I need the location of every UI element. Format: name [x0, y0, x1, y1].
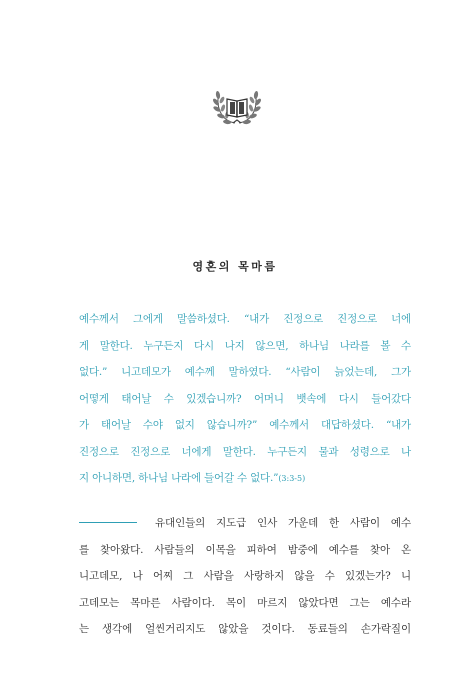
scripture-line: 어떻게 태어날 수 있겠습니까? 어머니 뱃속에 다시 들어갔다	[79, 392, 411, 405]
fill-in-blank	[79, 521, 137, 523]
scripture-passage	[79, 306, 411, 493]
scripture-last-line	[79, 465, 411, 493]
body-line: 를 찾아왔다. 사람들의 이목을 피하여 밤중에 예수를 찾아 온	[79, 543, 411, 556]
scripture-line: 게 말한다. 누구든지 다시 나지 않으면, 하나님 나라를 볼 수	[79, 339, 411, 352]
scripture-line: 가 태어날 수야 없지 않습니까?” 예수께서 대답하셨다. “내가	[79, 419, 411, 431]
body-line: 니고데모, 나 어찌 그 사람을 사랑하지 않을 수 있겠는가? 니	[79, 570, 411, 582]
body-line: 는 생각에 얼씬거리지도 않았을 것이다. 동료들의 손가락질이	[79, 623, 411, 635]
chapter-title: 영혼의 목마름	[192, 260, 278, 273]
laurel-book-icon	[213, 83, 261, 127]
body-line-text: 유대인들의 지도급 인사 가운데 한 사람이 예수	[155, 517, 411, 529]
scripture-reference: (3:3-5)	[278, 474, 306, 483]
body-line: 고데모는 목마른 사람이다. 목이 마르지 않았다면 그는 예수라	[79, 596, 411, 609]
body-line	[79, 510, 411, 537]
scripture-line: 진정으로 진정으로 너에게 말한다. 누구든지 물과 성령으로 나	[79, 445, 411, 458]
scripture-line: 없다.” 니고데모가 예수께 말하였다. “사람이 늙었는데, 그가	[79, 366, 411, 378]
body-paragraph	[79, 510, 411, 643]
scripture-line: 예수께서 그에게 말씀하셨다. “내가 진정으로 진정으로 너에	[79, 313, 411, 325]
scripture-line: 지 아니하면, 하나님 나라에 들어갈 수 없다.”	[79, 472, 279, 484]
